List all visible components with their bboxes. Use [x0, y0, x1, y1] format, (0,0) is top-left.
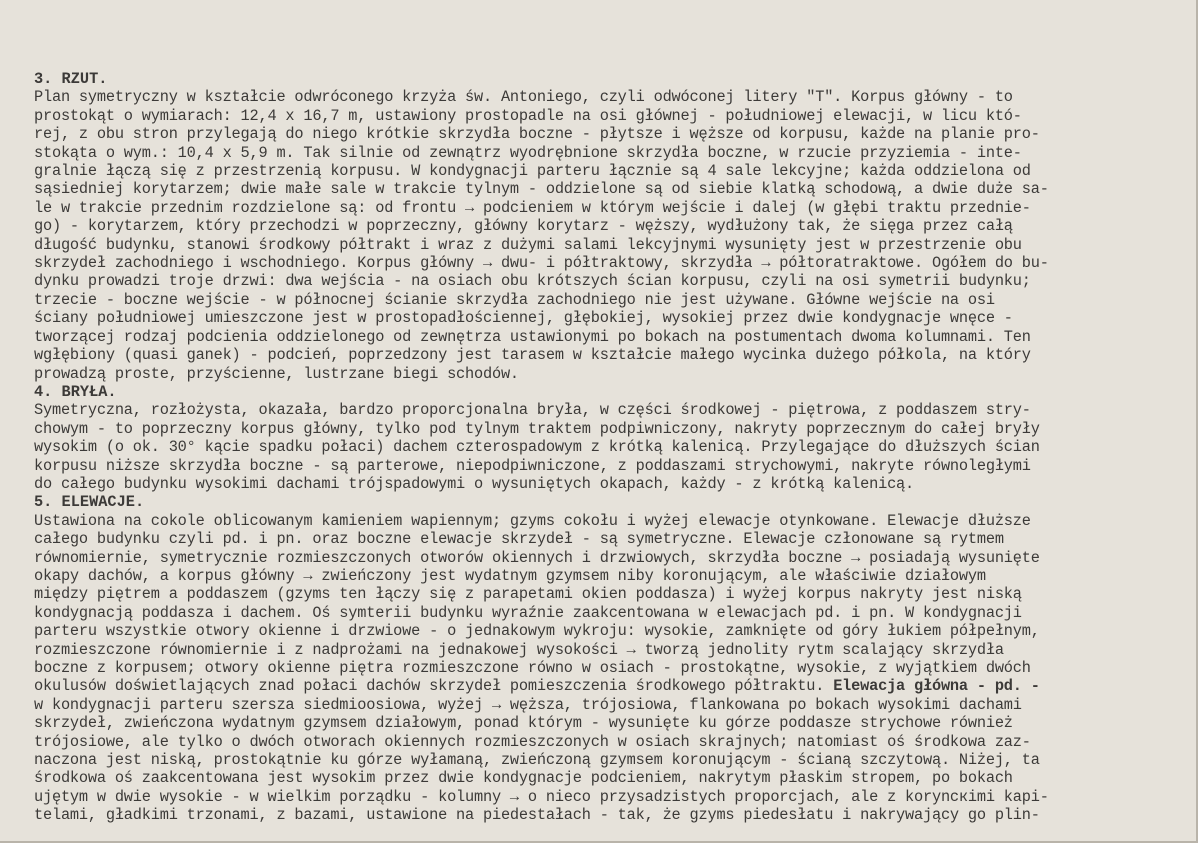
text-line: stokąta o wym.: 10,4 x 5,9 m. Tak silnie od zewnątrz wyodrębnione skrzydła boczne, w rzucie przyziemia - inte- — [34, 143, 1022, 162]
text-line: kondygnacją poddasza i dachem. Oś symterii budynku wyraźnie zaakcentowana w elewacjach pd. i pn. W kondygnacji — [34, 603, 1022, 622]
text-line: chowym - to poprzeczny korpus główny, tylko pod tylnym traktem podpiwniczony, nakryty poprzecznym do całej bryły — [34, 419, 1040, 438]
document-text — [34, 70, 1164, 825]
text-line: telami, gładkimi trzonami, z bazami, ustawione na piedestałach - tak, że gzyms piedesłatu i nakrywający go plin- — [34, 806, 1040, 825]
text-line: parteru wszystkie otwory okienne i drzwiowe - o jednakowym wykroju: wysokie, zamknięte od góry łukiem półpełnym, — [34, 622, 1040, 641]
text-line: Ustawiona na cokole oblicowanym kamieniem wapiennym; gzyms cokołu i wyżej elewacje otynkowane. Elewacje dłuższe — [34, 511, 1031, 530]
text-line: sąsiedniej korytarzem; dwie małe sale w trakcie tylnym - oddzielone są od siebie klatką schodową, a dwie duże sa- — [34, 180, 1049, 199]
text-line: trzecie - boczne wejście - w północnej ścianie skrzydła zachodniego nie jest używane. Główne wejście na osi — [34, 290, 995, 309]
section-heading-rzut: 3. RZUT. — [34, 70, 108, 88]
text-line: Symetryczna, rozłożysta, okazała, bardzo proporcjonalna bryła, w części środkowej - piętrowa, z poddaszem stry- — [34, 401, 1031, 420]
text-line: w kondygnacji parteru szersza siedmioosiowa, wyżej → węższa, trójosiowa, flankowana po bokach wysokimi dachami — [34, 695, 1022, 714]
text-line: rozmieszczone równomiernie i z nadprożami na jednakowej wysokości → tworzą jednolity rytm scalający skrzydła — [34, 640, 1004, 659]
text-line: gralnie łączą się z przestrzenią korpusu. W kondygnacji parteru łącznie są 4 sale lekcyjne; każda oddzielona od — [34, 162, 1031, 181]
text-line: do całego budynku wysokimi dachami trójspadowymi o wysuniętych okapach, każdy - z krótką kalenicą. — [34, 474, 915, 493]
text-line: boczne z korpusem; otwory okienne piętra rozmieszczone równo w osiach - prostokątne, wysokie, z wyjątkiem dwóch — [34, 659, 1031, 677]
text-line: naczona jest niską, prostokątnie ku górze wyłamaną, zwieńczoną gzymsem koronującym - ścianą szczytową. Niżej, ta — [34, 751, 1040, 770]
text-line: go) - korytarzem, który przechodzi w poprzeczny, główny korytarz - węższy, wydłużony tak, że sięga przez całą — [34, 217, 1013, 236]
text-line-with-bold — [34, 677, 1164, 695]
section-heading-bryla: 4. BRYŁA. — [34, 382, 117, 401]
inline-bold-heading: Elewacja główna - pd. - — [833, 677, 1040, 696]
text-line: okapy dachów, a korpus główny → zwieńczony jest wydatnym gzymsem niby koronującym, ale właściwie działowym — [34, 566, 986, 585]
text-segment: okulusów doświetlających znad połaci dachów skrzydeł pomieszczenia środkowego półtraktu. — [34, 677, 834, 696]
text-line: Plan symetryczny w kształcie odwróconego krzyża św. Antoniego, czyli odwóconej litery "T". Korpus główny - to — [34, 88, 1013, 107]
text-line: całego budynku czyli pd. i pn. oraz boczne elewacje skrzydeł - są symetryczne. Elewacje członowane są rytmem — [34, 530, 1004, 549]
text-line: prowadzą proste, przyścienne, lustrzane biegi schodów. — [34, 364, 519, 383]
text-line: tworzącej rodzaj podcienia oddzielonego od zewnętrza ustawionymi po bokach na postumentach dwoma kolumnami. Ten — [34, 327, 1031, 346]
text-line: ujętym w dwie wysokie - w wielkim porządku - kolumny → o nieco przysadzistych proporcjach, ale z koryncкimi kapi- — [34, 787, 1049, 806]
text-line: wgłębiony (quasi ganek) - podcień, poprzedzony jest tarasem w kształcie małego wycinka dużego półkola, na który — [34, 346, 1031, 365]
text-line: prostokąt o wymiarach: 12,4 x 16,7 m, ustawiony prostopadle na osi głównej - południowej elewacji, w licu któ- — [34, 106, 1022, 125]
section-heading-elewacje: 5. ELEWACJE. — [34, 493, 145, 512]
text-line: skrzydeł zachodniego i wschodniego. Korpus główny → dwu- i półtraktowy, skrzydła → półtoratraktowe. Ogółem do bu- — [34, 254, 1049, 273]
text-line: korpusu niższe skrzydła boczne - są parterowe, niepodpiwniczone, z poddaszami strychowymi, nakryte równoległymi — [34, 456, 1031, 475]
text-line: długość budynku, stanowi środkowy półtrakt i wraz z dużymi salami lekcyjnymi wysunięty jest w przestrzenie obu — [34, 235, 1022, 254]
text-line: rej, z obu stron przylegają do niego krótkie skrzydła boczne - płytsze i węższe od korpusu, każde na planie pro- — [34, 125, 1040, 144]
text-line: le w trakcie przednim rozdzielone są: od frontu → podcieniem w którym wejście i dalej (w głębi traktu przednie- — [34, 198, 1031, 217]
text-line: równomiernie, symetrycznie rozmieszczonych otworów okiennych i drzwiowych, skrzydła boczne → posiadają wysunięte — [34, 548, 1040, 567]
text-line: środkowa oś zaakcentowana jest wysokim przez dwie kondygnacje podcieniem, nakrytym płaskim stropem, po bokach — [34, 769, 1013, 788]
text-line: trójosiowe, ale tylko o dwóch otworach okiennych rozmieszczonych w osiach skrajnych; natomiast oś środkowa zaz- — [34, 732, 1031, 751]
text-line: ściany południowej umieszczone jest w prostopadłościennej, głębokiej, wysokiej przez dwie kondygnacje wnęce - — [34, 309, 1013, 328]
text-line: skrzydeł, zwieńczona wydatnym gzymsem działowym, ponad którym - wysunięte ku górze poddasze strychowe również — [34, 714, 1013, 733]
text-line: wysokim (o ok. 30° kącie spadku połaci) dachem czterospadowym z krótką kalenicą. Przylegające do dłuższych ścian — [34, 438, 1040, 457]
text-line: dynku prowadzi troje drzwi: dwa wejścia - na osiach obu krótszych ścian korpusu, czyli na osi symetrii budynku; — [34, 272, 1031, 291]
text-line: między piętrem a poddaszem (gzyms ten łączy się z parapetami okien poddasza) i wyżej korpus nakryty jest niską — [34, 585, 1022, 604]
